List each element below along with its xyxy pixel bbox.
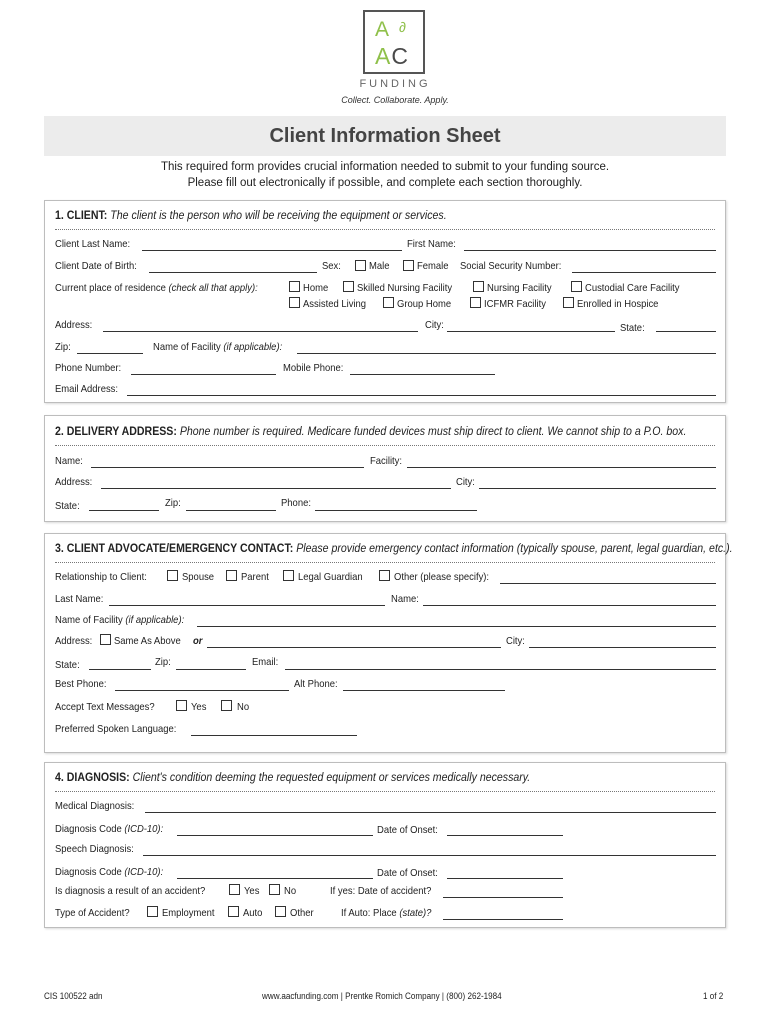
contact-state-field[interactable]	[89, 658, 151, 670]
same-as-above-label: Same As Above	[114, 635, 181, 647]
aac-logo	[363, 10, 425, 74]
client-dob-label: Client Date of Birth:	[55, 260, 137, 272]
onset-label-2: Date of Onset:	[377, 867, 438, 879]
res-al-checkbox[interactable]	[289, 297, 300, 308]
residence-label: Current place of residence (check all that apply):	[55, 282, 258, 294]
delivery-name-label: Name:	[55, 455, 83, 467]
delivery-zip-label: Zip:	[165, 497, 181, 509]
res-gh-label: Group Home	[397, 298, 452, 310]
delivery-city-label: City:	[456, 476, 475, 488]
best-phone-label: Best Phone:	[55, 678, 107, 690]
auto-place-label: If Auto: Place (state)?	[341, 907, 432, 919]
client-first-name-field[interactable]	[464, 239, 716, 251]
res-hospice-label: Enrolled in Hospice	[577, 298, 659, 310]
other-accident-label: Other	[290, 907, 314, 919]
contact-state-label: State:	[55, 659, 80, 671]
employment-checkbox[interactable]	[147, 906, 158, 917]
delivery-phone-label: Phone:	[281, 497, 311, 509]
language-label: Preferred Spoken Language:	[55, 723, 177, 735]
res-snf-label: Skilled Nursing Facility	[357, 282, 453, 294]
speech-dx-field[interactable]	[143, 844, 716, 856]
contact-city-label: City:	[506, 635, 525, 647]
contact-address-label: Address:	[55, 635, 93, 647]
res-hospice-checkbox[interactable]	[563, 297, 574, 308]
accident-type-label: Type of Accident?	[55, 907, 130, 919]
text-no-checkbox[interactable]	[221, 700, 232, 711]
mobile-label: Mobile Phone:	[283, 362, 344, 374]
section-client	[44, 200, 726, 403]
intro-line-2: Please fill out electronically if possible, and complete each section thoroughly.	[187, 177, 583, 189]
dx-code-field-2[interactable]	[177, 867, 373, 879]
client-last-name-label: Client Last Name:	[55, 238, 131, 250]
zip-field[interactable]	[77, 342, 143, 354]
res-icfmr-checkbox[interactable]	[470, 297, 481, 308]
female-label: Female	[417, 260, 449, 272]
dx-code-field-1[interactable]	[177, 824, 373, 836]
res-nf-label: Nursing Facility	[487, 282, 552, 294]
res-ccf-label: Custodial Care Facility	[585, 282, 680, 294]
other-checkbox[interactable]	[379, 570, 390, 581]
delivery-facility-field[interactable]	[407, 456, 716, 468]
guardian-checkbox[interactable]	[283, 570, 294, 581]
speech-dx-label: Speech Diagnosis:	[55, 843, 134, 855]
logo-funding-text: FUNDING	[359, 78, 431, 90]
res-ccf-checkbox[interactable]	[571, 281, 582, 292]
phone-field[interactable]	[131, 363, 276, 375]
contact-zip-field[interactable]	[176, 658, 246, 670]
accident-no-label: No	[284, 885, 297, 897]
address-label: Address:	[55, 319, 93, 331]
delivery-zip-field[interactable]	[186, 499, 276, 511]
zip-label: Zip:	[55, 341, 71, 353]
medical-dx-field[interactable]	[145, 801, 716, 813]
contact-zip-label: Zip:	[155, 656, 171, 668]
spouse-checkbox[interactable]	[167, 570, 178, 581]
delivery-facility-label: Facility:	[370, 455, 403, 467]
contact-facility-field[interactable]	[197, 615, 716, 627]
res-home-checkbox[interactable]	[289, 281, 300, 292]
other-specify-field[interactable]	[500, 572, 716, 584]
language-field[interactable]	[191, 724, 357, 736]
section-3-heading: 3. CLIENT ADVOCATE/EMERGENCY CONTACT: Please provide emergency contact information (typically spouse, parent, legal guardian, etc.).	[55, 543, 733, 555]
state-label: State:	[620, 322, 645, 334]
auto-label: Auto	[243, 907, 263, 919]
female-checkbox[interactable]	[403, 260, 414, 271]
page-title: Client Information Sheet	[44, 116, 726, 156]
contact-address-field[interactable]	[207, 636, 501, 648]
footer-form-code: CIS 100522 adn	[44, 991, 103, 1001]
accident-yes-label: Yes	[244, 885, 260, 897]
accident-date-label: If yes: Date of accident?	[330, 885, 432, 897]
delivery-city-field[interactable]	[479, 477, 716, 489]
res-nf-checkbox[interactable]	[473, 281, 484, 292]
accident-date-field[interactable]	[443, 886, 563, 898]
ssn-field[interactable]	[572, 261, 716, 273]
best-phone-field[interactable]	[115, 679, 289, 691]
onset-field-2[interactable]	[447, 867, 563, 879]
accident-no-checkbox[interactable]	[269, 884, 280, 895]
client-dob-field[interactable]	[149, 261, 317, 273]
text-yes-checkbox[interactable]	[176, 700, 187, 711]
footer-page-number: 1 of 2	[703, 991, 724, 1001]
tagline: Collect. Collaborate. Apply.	[341, 95, 449, 105]
section-emergency-contact	[44, 533, 733, 753]
contact-name-label: Name:	[391, 593, 419, 605]
contact-email-label: Email:	[252, 656, 279, 668]
or-label: or	[193, 635, 203, 647]
delivery-phone-field[interactable]	[315, 499, 477, 511]
facility-name-label: Name of Facility (if applicable):	[153, 341, 283, 353]
intro-line-1: This required form provides crucial information needed to submit to your funding source.	[160, 161, 610, 173]
section-1-heading: 1. CLIENT: The client is the person who will be receiving the equipment or services.	[55, 210, 447, 222]
address-field[interactable]	[103, 320, 418, 332]
other-accident-checkbox[interactable]	[275, 906, 286, 917]
logo-recycle-icon: ∂	[399, 19, 406, 35]
dx-code-label-1: Diagnosis Code (ICD-10):	[55, 823, 164, 835]
res-gh-checkbox[interactable]	[383, 297, 394, 308]
contact-facility-label: Name of Facility (if applicable):	[55, 614, 185, 626]
divider	[55, 229, 715, 230]
parent-label: Parent	[241, 571, 269, 583]
employment-label: Employment	[162, 907, 215, 919]
res-icfmr-label: ICFMR Facility	[484, 298, 546, 310]
contact-city-field[interactable]	[529, 636, 716, 648]
sex-label: Sex:	[322, 260, 341, 272]
email-label: Email Address:	[55, 383, 119, 395]
medical-dx-label: Medical Diagnosis:	[55, 800, 135, 812]
state-field[interactable]	[656, 320, 716, 332]
section-diagnosis	[44, 762, 726, 928]
delivery-state-field[interactable]	[89, 499, 159, 511]
accept-text-label: Accept Text Messages?	[55, 701, 155, 713]
guardian-label: Legal Guardian	[298, 571, 363, 583]
mobile-field[interactable]	[350, 363, 495, 375]
footer-contact: www.aacfunding.com | Prentke Romich Company | (800) 262-1984	[262, 991, 502, 1001]
spouse-label: Spouse	[182, 571, 215, 583]
divider	[55, 562, 715, 563]
email-field[interactable]	[127, 384, 716, 396]
auto-place-field[interactable]	[443, 908, 563, 920]
contact-name-field[interactable]	[423, 594, 716, 606]
client-last-name-field[interactable]	[142, 239, 402, 251]
facility-name-field[interactable]	[297, 342, 716, 354]
delivery-address-label: Address:	[55, 476, 93, 488]
section-delivery-address	[44, 415, 726, 522]
client-first-name-label: First Name:	[407, 238, 456, 250]
res-snf-checkbox[interactable]	[343, 281, 354, 292]
city-label: City:	[425, 319, 444, 331]
res-home-label: Home	[303, 282, 329, 294]
section-4-heading: 4. DIAGNOSIS: Client's condition deeming the requested equipment or services medically necessary.	[55, 772, 531, 784]
delivery-name-field[interactable]	[91, 456, 364, 468]
divider	[55, 791, 715, 792]
section-2-heading: 2. DELIVERY ADDRESS: Phone number is required. Medicare funded devices must ship direct to client. We cannot ship to a P.O. box.	[55, 426, 687, 438]
alt-phone-field[interactable]	[343, 679, 505, 691]
auto-checkbox[interactable]	[228, 906, 239, 917]
text-no-label: No	[237, 701, 250, 713]
alt-phone-label: Alt Phone:	[294, 678, 338, 690]
city-field[interactable]	[447, 320, 615, 332]
text-yes-label: Yes	[191, 701, 207, 713]
onset-field-1[interactable]	[447, 824, 563, 836]
logo-letters-ac: AC	[375, 43, 409, 69]
other-label: Other (please specify):	[394, 571, 490, 583]
divider	[55, 445, 715, 446]
male-label: Male	[369, 260, 390, 272]
res-al-label: Assisted Living	[303, 298, 367, 310]
contact-last-name-label: Last Name:	[55, 593, 104, 605]
accident-question-label: Is diagnosis a result of an accident?	[55, 885, 206, 897]
delivery-state-label: State:	[55, 500, 80, 512]
phone-label: Phone Number:	[55, 362, 122, 374]
male-checkbox[interactable]	[355, 260, 366, 271]
onset-label-1: Date of Onset:	[377, 824, 438, 836]
logo-letter-a: A	[375, 18, 390, 41]
accident-yes-checkbox[interactable]	[229, 884, 240, 895]
parent-checkbox[interactable]	[226, 570, 237, 581]
relationship-label: Relationship to Client:	[55, 571, 147, 583]
dx-code-label-2: Diagnosis Code (ICD-10):	[55, 866, 164, 878]
contact-email-field[interactable]	[285, 658, 716, 670]
ssn-label: Social Security Number:	[460, 260, 562, 272]
delivery-address-field[interactable]	[101, 477, 451, 489]
same-as-above-checkbox[interactable]	[100, 634, 111, 645]
contact-last-name-field[interactable]	[109, 594, 385, 606]
